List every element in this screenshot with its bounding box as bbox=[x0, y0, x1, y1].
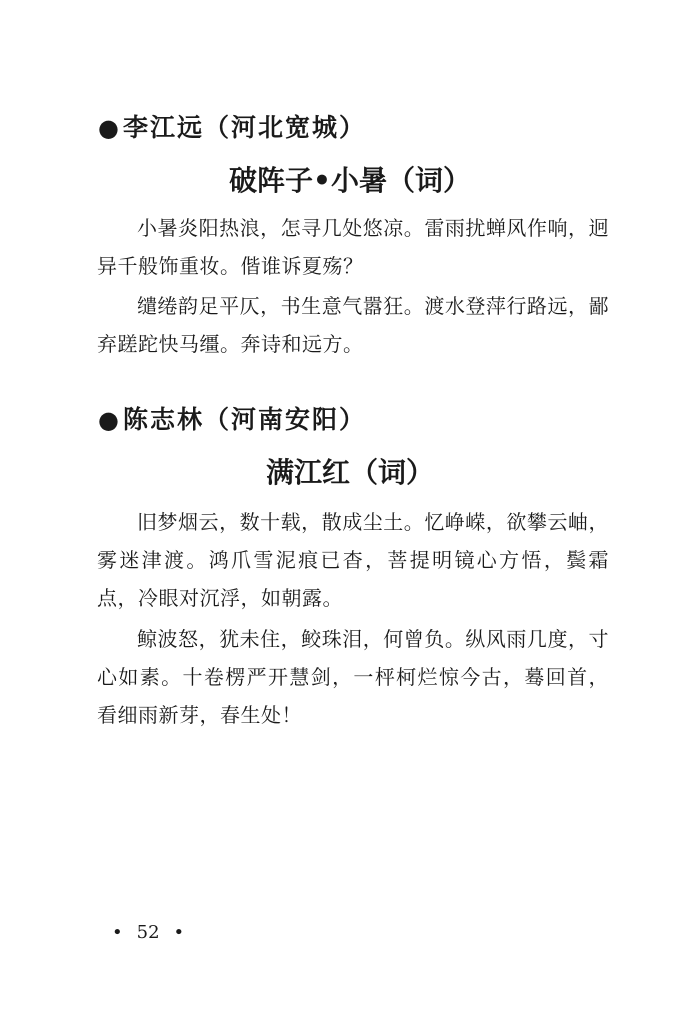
poem-paragraph: 小暑炎阳热浪，怎寻几处悠凉。雷雨扰蝉风作响，迥异千般饰重妆。偕谁诉夏殇？ bbox=[97, 216, 609, 278]
footer-dot: • bbox=[112, 922, 123, 943]
page-number: 52 bbox=[136, 922, 160, 943]
poem-title-2: 满江红（词） bbox=[265, 456, 434, 489]
poem-paragraph: 旧梦烟云，数十载，散成尘土。忆峥嵘，欲攀云岫，雾迷津渡。鸿爪雪泥痕已杳，菩提明镜心方悟，鬓霜点，冷眼对沉浮，如朝露。 bbox=[97, 510, 609, 610]
author-name: 李江远（河北宽城） bbox=[122, 113, 366, 142]
author-name: 陈志林（河南安阳） bbox=[122, 405, 366, 434]
author-heading-2 bbox=[98, 405, 366, 435]
bullet-icon: ● bbox=[98, 405, 121, 434]
footer-dot: • bbox=[173, 922, 185, 943]
page-footer bbox=[98, 922, 198, 943]
bullet-icon: ● bbox=[98, 113, 121, 142]
author-heading-1 bbox=[98, 113, 366, 143]
poem-title-1: 破阵子•小暑（词） bbox=[229, 164, 471, 197]
poem-paragraph: 缱绻韵足平仄，书生意气嚣狂。渡水登萍行路远，鄙弃蹉跎快马缰。奔诗和远方。 bbox=[97, 294, 609, 356]
poem-paragraph: 鲸波怒，犹未住，鲛珠泪，何曾负。纵风雨几度，寸心如素。十卷楞严开慧剑，一枰柯烂惊今古，蓦回首，看细雨新芽，春生处！ bbox=[97, 627, 609, 727]
